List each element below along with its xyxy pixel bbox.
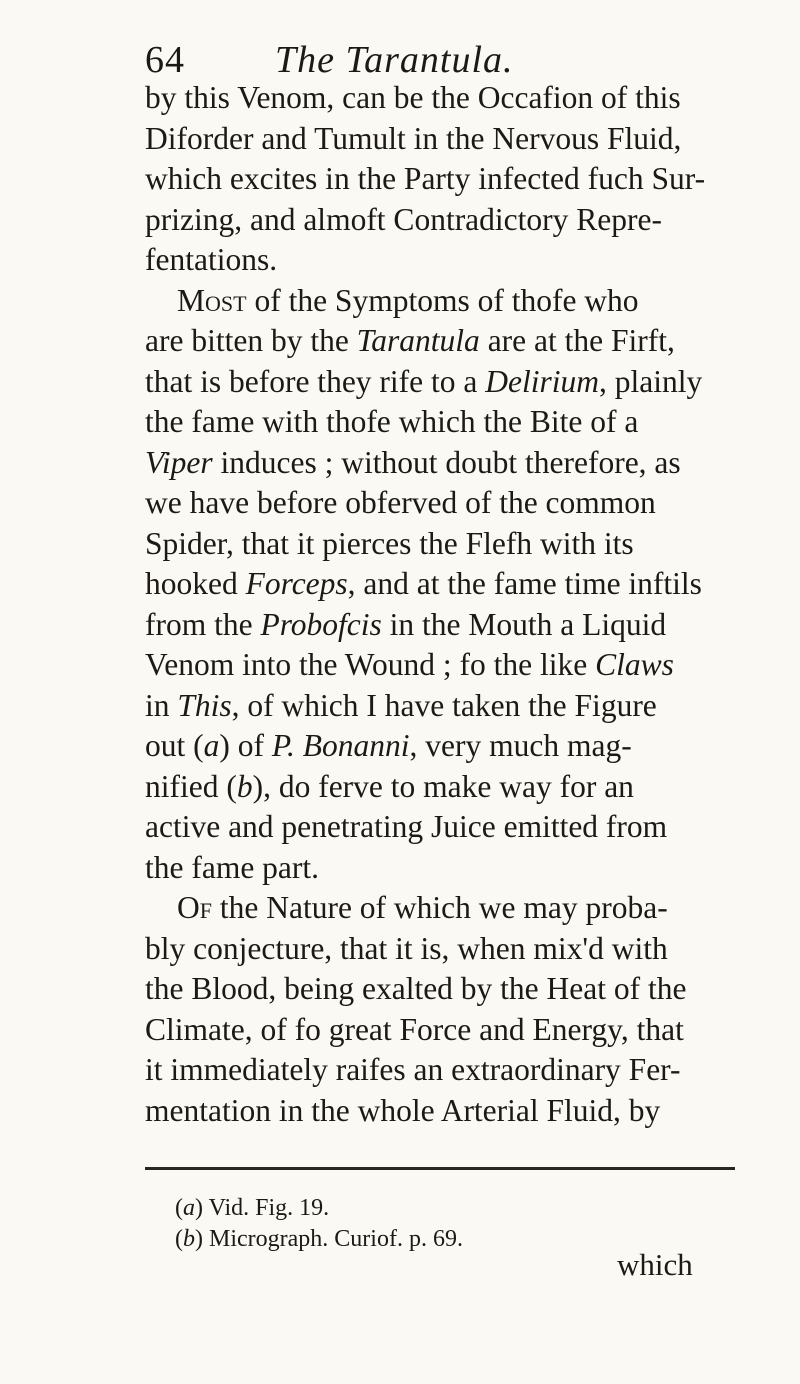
text-line: the fame part. bbox=[145, 849, 320, 885]
text-line: in This, of which I have taken the Figure bbox=[145, 687, 657, 723]
text-line: which excites in the Party infected fuch Sur- bbox=[145, 161, 706, 196]
text-line: nified (b), do ferve to make way for an bbox=[145, 768, 634, 804]
text-line: Venom into the Wound ; fo the like Claws bbox=[145, 647, 674, 682]
page-number: 64 bbox=[145, 39, 185, 81]
footnote-a: (a) Vid. Fig. 19. bbox=[175, 1195, 330, 1221]
text-line: we have before obferved of the common bbox=[145, 485, 656, 520]
text-line: Climate, of fo great Force and Energy, that bbox=[145, 1011, 684, 1047]
text-line: Diforder and Tumult in the Nervous Fluid, bbox=[145, 120, 682, 156]
text-line: are bitten by the Tarantula are at the Firft, bbox=[145, 323, 675, 358]
running-title: The Tarantula. bbox=[275, 39, 514, 81]
text-line: out (a) of P. Bonanni, very much mag- bbox=[145, 728, 632, 763]
catchword: which bbox=[617, 1247, 693, 1282]
paragraph-start: Most of the Symptoms of thofe who bbox=[177, 282, 639, 318]
footnote-b: (b) Micrograph. Curiof. p. 69. bbox=[175, 1226, 463, 1252]
text-line: it immediately raifes an extraordinary Fer- bbox=[145, 1052, 681, 1087]
text-line: active and penetrating Juice emitted from bbox=[145, 809, 668, 844]
text-line: Viper induces ; without doubt therefore, as bbox=[145, 444, 681, 480]
text-line: the Blood, being exalted by the Heat of the bbox=[145, 971, 687, 1006]
paragraph-start: Of the Nature of which we may proba- bbox=[177, 890, 668, 925]
text-line: the fame with thofe which the Bite of a bbox=[145, 404, 639, 439]
body-text bbox=[145, 78, 735, 1131]
text-line: from the Probofcis in the Mouth a Liquid bbox=[145, 606, 667, 642]
text-line: fentations. bbox=[145, 242, 278, 277]
text-line: that is before they rife to a Delirium, plainly bbox=[145, 363, 703, 399]
text-line: mentation in the whole Arterial Fluid, by bbox=[145, 1092, 661, 1128]
text-line: hooked Forceps, and at the fame time inftils bbox=[145, 566, 702, 601]
text-line: by this Venom, can be the Occafion of this bbox=[145, 80, 681, 115]
footnote-rule bbox=[145, 1167, 735, 1170]
text-line: Spider, that it pierces the Flefh with its bbox=[145, 525, 634, 561]
text-line: prizing, and almoft Contradictory Repre- bbox=[145, 201, 662, 237]
footnotes bbox=[175, 1193, 463, 1255]
text-line: bly conjecture, that it is, when mix'd with bbox=[145, 930, 668, 966]
